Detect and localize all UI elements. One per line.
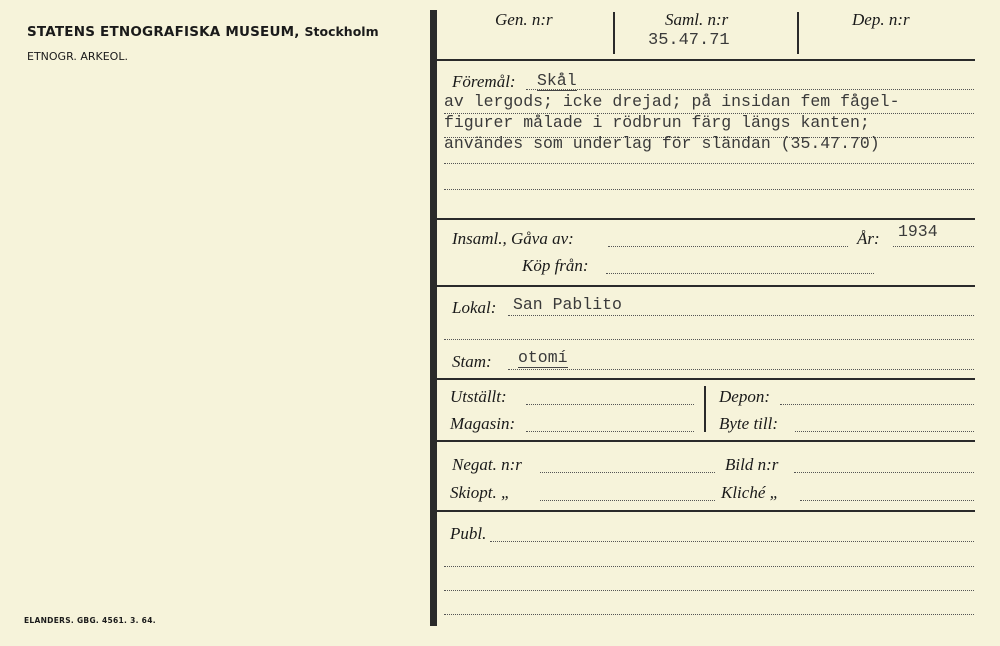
dotted-line — [795, 431, 974, 432]
utstallt-label: Utställt: — [450, 387, 507, 406]
section-line — [437, 285, 975, 287]
insaml-label: Insaml., Gåva av: — [452, 229, 574, 248]
dotted-line — [444, 163, 974, 164]
dotted-line — [444, 614, 974, 615]
byte-label: Byte till: — [719, 414, 779, 433]
saml-label: Saml. n:r — [665, 10, 729, 29]
museum-title — [27, 24, 379, 40]
saml-value: 35.47.71 — [648, 31, 730, 50]
kliche-label: Kliché „ — [721, 483, 780, 502]
dotted-line — [490, 541, 974, 542]
magasin-label: Magasin: — [450, 414, 516, 433]
gen-label: Gen. n:r — [495, 10, 553, 29]
dotted-line — [444, 590, 974, 591]
publ-label: Publ. — [450, 524, 487, 543]
dep-label: Dep. n:r — [852, 10, 910, 29]
dotted-line — [540, 472, 715, 473]
year-label: År: — [857, 229, 880, 248]
dotted-line — [606, 273, 874, 274]
dotted-line — [444, 189, 974, 190]
section-line — [437, 59, 975, 61]
locality-value: San Pablito — [513, 295, 622, 314]
object-line-1: av lergods; icke drejad; på insidan fem fågel- — [444, 92, 900, 111]
object-label: Föremål: — [452, 72, 516, 91]
museum-city: Stockholm — [304, 24, 379, 39]
object-line-3: användes som underlag för sländan (35.47.70) — [444, 134, 880, 153]
divider — [797, 12, 799, 54]
dotted-line — [526, 89, 974, 90]
museum-name: STATENS ETNOGRAFISKA MUSEUM, — [27, 24, 300, 40]
dotted-line — [794, 472, 974, 473]
year-value: 1934 — [898, 222, 938, 241]
dotted-line — [608, 246, 848, 247]
dotted-line — [540, 500, 715, 501]
department-label: ETNOGR. ARKEOL. — [27, 50, 128, 63]
dotted-line — [508, 315, 974, 316]
dotted-line — [526, 404, 694, 405]
dotted-line — [444, 566, 974, 567]
divider — [704, 386, 706, 432]
section-line — [437, 510, 975, 512]
depon-label: Depon: — [719, 387, 770, 406]
locality-label: Lokal: — [452, 298, 497, 317]
tribe-value: otomí — [518, 348, 568, 367]
form-left-bar — [430, 10, 437, 626]
object-line-2: figurer målade i rödbrun färg längs kanten; — [444, 113, 870, 132]
section-line — [437, 378, 975, 380]
dotted-line — [526, 431, 694, 432]
dotted-line — [893, 246, 974, 247]
dotted-line — [800, 500, 974, 501]
dotted-line — [444, 339, 974, 340]
dotted-line — [508, 369, 974, 370]
section-line — [437, 218, 975, 220]
object-name: Skål — [537, 71, 577, 90]
dotted-line — [780, 404, 974, 405]
tribe-label: Stam: — [452, 352, 492, 371]
printer-imprint: ELANDERS. GBG. 4561. 3. 64. — [24, 616, 156, 625]
kop-label: Köp från: — [522, 256, 589, 275]
negat-label: Negat. n:r — [452, 455, 522, 474]
divider — [613, 12, 615, 54]
bild-label: Bild n:r — [725, 455, 779, 474]
section-line — [437, 440, 975, 442]
skiopt-label: Skiopt. „ — [450, 483, 511, 502]
